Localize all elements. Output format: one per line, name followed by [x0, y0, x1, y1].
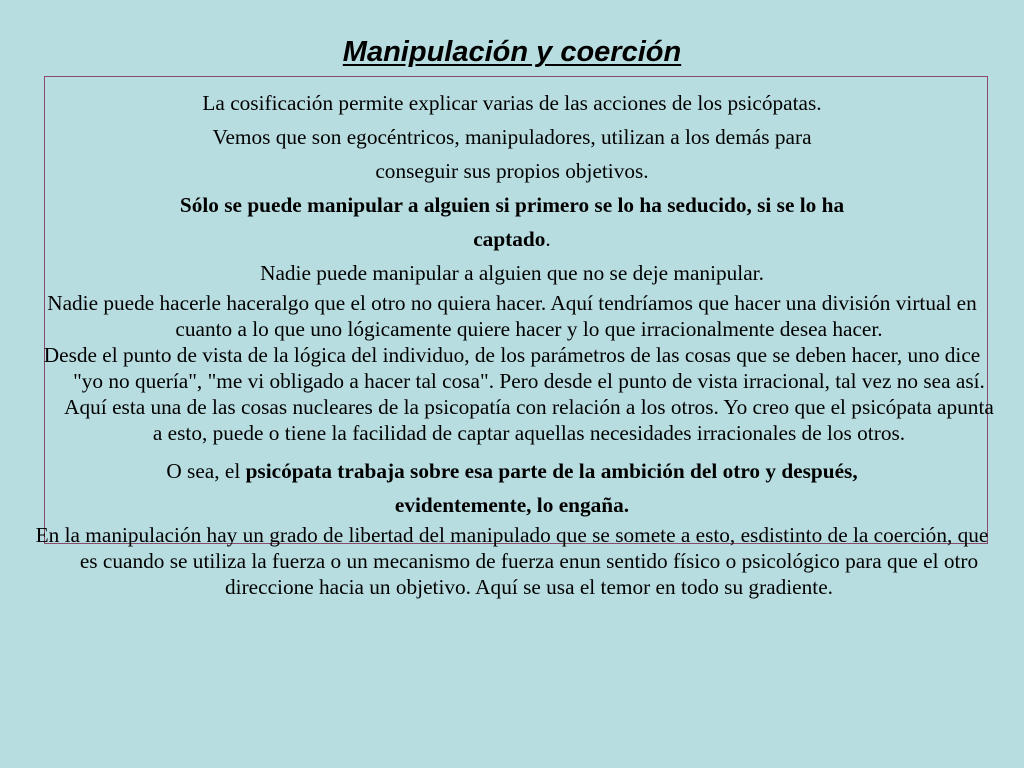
- paragraph-cosificacion: La cosificación permite explicar varias de las acciones de los psicópatas.: [202, 91, 822, 115]
- slide-body: [30, 86, 994, 600]
- ambicion-lead: O sea, el: [166, 459, 246, 483]
- slide-title: Manipulación y coerción: [342, 36, 682, 68]
- bold-ambicion-line1: psicópata trabaja sobre esa parte de la ambición del otro y después,: [245, 459, 858, 483]
- bold-seduccion-line1: Sólo se puede manipular a alguien si primero se lo ha seducido, si se lo ha: [179, 193, 845, 217]
- bold-seduccion-line2: captado: [473, 227, 546, 251]
- paragraph-ambicion-line2: [30, 488, 994, 522]
- paragraph-egocentricos-line2: conseguir sus propios objetivos.: [375, 159, 649, 183]
- paragraph-seduccion-line1: [30, 188, 994, 222]
- paragraph-punto-de-vista: Desde el punto de vista de la lógica del individuo, de los parámetros de las cosas que se deben hacer, uno dice "yo no quería", "me vi obligado a hacer tal cosa". Pero desde el punto de vista irracional, tal vez no sea así. Aquí esta una de las cosas nucleares de la psicopatía con relación a los otros. Yo creo que el psicópata apunta a esto, puede o tiene la facilidad de captar aquellas necesidades irracionales de los otros.: [43, 343, 994, 445]
- paragraph-ambicion-line1: [30, 454, 994, 488]
- paragraph-egocentricos-line1: Vemos que son egocéntricos, manipuladores, utilizan a los demás para: [212, 125, 812, 149]
- seduccion-period: .: [545, 227, 551, 251]
- paragraph-coercion: En la manipulación hay un grado de libertad del manipulado que se somete a esto, esdistinto de la coerción, que es cuando se utiliza la fuerza o un mecanismo de fuerza enun sentido físico o psicológico para que el otro direccione hacia un objetivo. Aquí se usa el temor en todo su gradiente.: [35, 523, 989, 599]
- paragraph-seduccion-line2: [30, 222, 994, 256]
- paragraph-division-virtual: Nadie puede hacerle haceralgo que el otro no quiera hacer. Aquí tendríamos que hacer una división virtual en cuanto a lo que uno lógicamente quiere hacer y lo que irracionalmente desea hacer.: [47, 291, 977, 341]
- bold-ambicion-line2: evidentemente, lo engaña.: [394, 493, 630, 517]
- paragraph-nadie-manipular: Nadie puede manipular a alguien que no se deje manipular.: [260, 261, 764, 285]
